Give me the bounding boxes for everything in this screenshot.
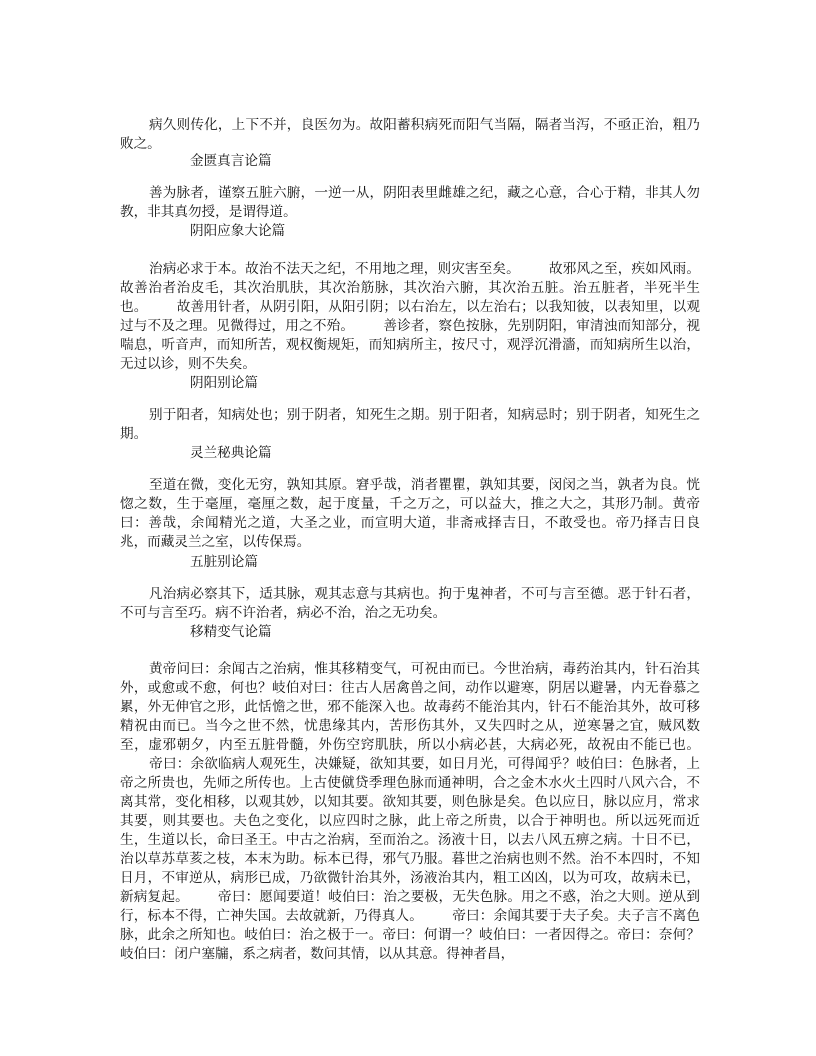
section-heading-yinyang-bie: 阴阳别论篇	[190, 375, 258, 391]
paragraph-7-seg-4: 帝曰：余闻其要于夫子矣。夫子言不离色脉，此余之所知也。岐伯曰：治之极于一。帝曰：何谓一？岐伯曰：一者因得之。帝曰：奈何？岐伯曰：闭户塞牖，系之病者，数问其情，以从其意。得神者昌，	[120, 908, 701, 962]
paragraph-3	[120, 260, 700, 374]
paragraph-3-seg-2: 故邪风之至，疾如风雨。故善治者治皮毛，其次治肌肤，其次治筋脉，其次治六腑，其次治五脏。治五脏者，半死半生也。	[120, 261, 701, 315]
section-heading-jingui: 金匮真言论篇	[190, 153, 272, 169]
paragraph-6: 凡治病必察其下，适其脉，观其志意与其病也。拘于鬼神者，不可与言至德。恶于针石者，不可与言至巧。病不许治者，病必不治，治之无功矣。	[120, 586, 700, 621]
paragraph-7-seg-1: 黄帝问曰：余闻古之治病，惟其移精变气，可祝由而已。今世治病，毒药治其内，针石治其外，或愈或不愈，何也？岐伯对曰：往古人居禽兽之间，动作以避寒，阴居以避暑，内无眷慕之累，外无伸官之形，此恬憺之世，邪不能深入也。故毒药不能治其内，针石不能治其外，故可移精祝由而已。当今之世不然，忧患缘其内，苦形伤其外，又失四时之从，逆寒暑之宜，贼风数至，虚邪朝夕，内至五脏骨髓，外伤空窍肌肤，所以小病必甚，大病必死，故祝由不能已也。	[120, 661, 700, 753]
paragraph-7-seg-2: 帝曰：余欲临病人观死生，决嫌疑，欲知其要，如日月光，可得闻乎？岐伯曰：色脉者，上帝之所贵也，先师之所传也。上古使僦贷季理色脉而通神明，合之金木水火土四时八风六合，不离其常，变化相移，以观其妙，以知其要。欲知其要，则色脉是矣。色以应日，脉以应月，常求其要，则其要也。夫色之变化，以应四时之脉，此上帝之所贵，以合于神明也。所以远死而近生，生道以长，命曰圣王。中古之治病，至而治之。汤液十日，以去八风五痹之病。十日不已，治以草苏草荄之枝，本末为助。标本已得，邪气乃服。暮世之治病也则不然。治不本四时，不知日月，不审逆从，病形已成，乃欲微针治其外，汤液治其内，粗工凶凶，以为可攻，故病未已，新病复起。	[120, 756, 700, 905]
paragraph-5: 至道在微，变化无穷，孰知其原。窘乎哉，消者瞿瞿，孰知其要，闵闵之当，孰者为良。恍惚之数，生于毫厘，毫厘之数，起于度量，千之万之，可以益大，推之大之，其形乃制。黄帝曰：善哉，余闻精光之道，大圣之业，而宣明大道，非斋戒择吉日，不敢受也。帝乃择吉日良兆，而藏灵兰之室，以传保焉。	[120, 477, 700, 550]
paragraph-1: 病久则传化，上下不并，良医勿为。故阳蓄积病死而阳气当隔，隔者当泻，不亟正治，粗乃败之。	[120, 117, 700, 152]
paragraph-2: 善为脉者，谨察五脏六腑，一逆一从，阴阳表里雌雄之纪，藏之心意，合心于精，非其人勿教，非其真勿授，是谓得道。	[120, 185, 700, 220]
paragraph-7-seg-3: 帝曰：愿闻要道！岐伯曰：治之要极，无失色脉。用之不惑，治之大则。逆从到行，标本不得，亡神失国。去故就新，乃得真人。	[120, 889, 700, 924]
paragraph-4: 别于阳者，知病处也；别于阴者，知死生之期。别于阳者，知病忌时；别于阴者，知死生之期。	[120, 407, 700, 442]
paragraph-7	[120, 660, 700, 964]
paragraph-3-seg-1: 治病必求于本。故治不法天之纪，不用地之理，则灾害至矣。	[149, 261, 520, 277]
section-heading-wuzang: 五脏别论篇	[190, 554, 258, 570]
section-heading-yinyang-yingxiang: 阴阳应象大论篇	[190, 223, 286, 239]
section-heading-linglan: 灵兰秘典论篇	[190, 445, 272, 461]
paragraph-3-seg-4: 善诊者，察色按脉，先别阴阳，审清浊而知部分，视喘息，听音声，而知所苦，观权衡规矩，而知病所主，按尺寸，观浮沉滑濇，而知病所生以治，无过以诊，则不失矣。	[120, 318, 701, 372]
paragraph-3-seg-3: 故善用针者，从阴引阳，从阳引阴；以右治左，以左治右；以我知彼，以表知里，以观过与不及之理。见微得过，用之不殆。	[120, 299, 701, 334]
section-heading-yijing: 移精变气论篇	[190, 624, 272, 640]
